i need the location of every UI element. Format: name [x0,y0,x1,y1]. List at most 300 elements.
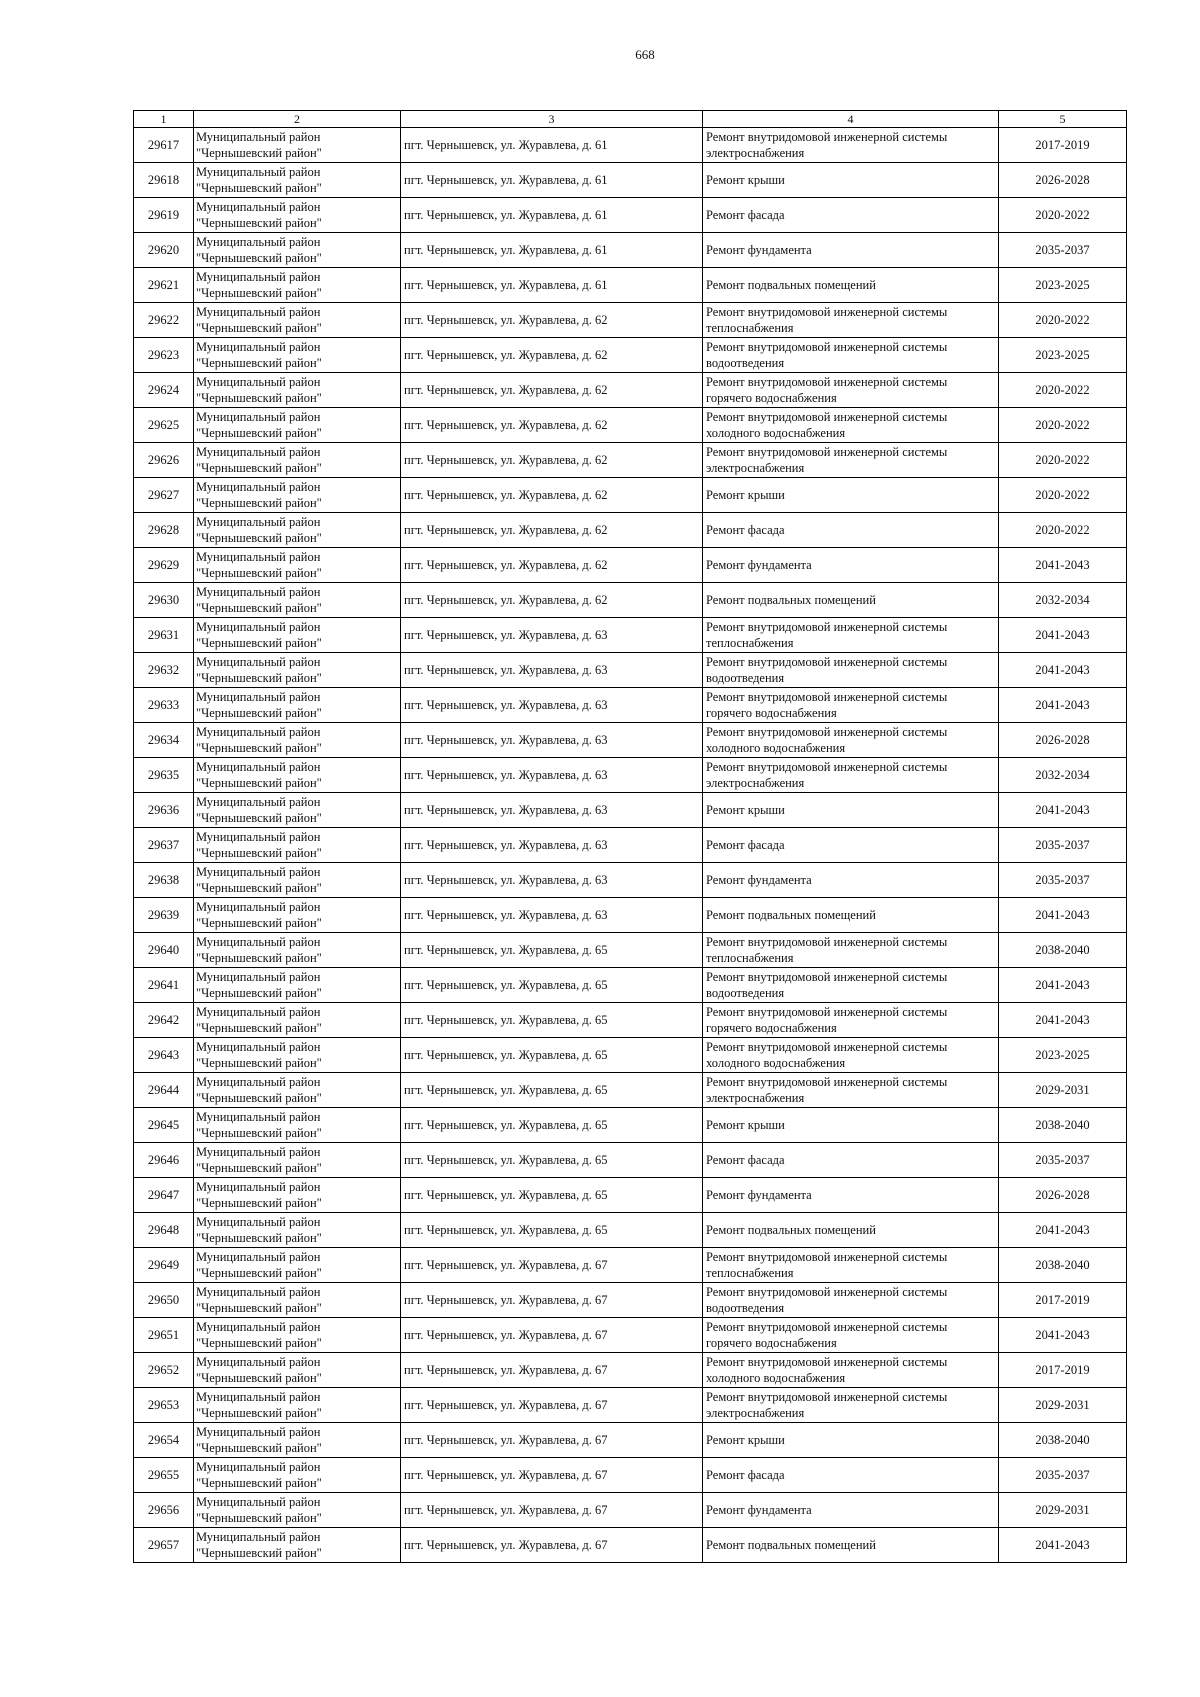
work-type-cell: Ремонт внутридомовой инженерной системы холодного водоснабжения [703,1038,999,1073]
municipality-type: Муниципальный район [196,795,321,809]
work-type-cell: Ремонт фундамента [703,233,999,268]
municipality-cell [194,1143,401,1178]
municipality-name: "Чернышевский район" [196,216,322,230]
municipality-type: Муниципальный район [196,130,321,144]
address-cell: пгт. Чернышевск, ул. Журавлева, д. 61 [401,268,703,303]
work-type-cell: Ремонт внутридомовой инженерной системы электроснабжения [703,128,999,163]
work-type-cell: Ремонт фасада [703,1458,999,1493]
municipality-name: "Чернышевский район" [196,426,322,440]
address-cell: пгт. Чернышевск, ул. Журавлева, д. 65 [401,1143,703,1178]
address-cell: пгт. Чернышевск, ул. Журавлева, д. 65 [401,1213,703,1248]
municipality-type: Муниципальный район [196,1320,321,1334]
municipality-name: "Чернышевский район" [196,811,322,825]
municipality-cell [194,1073,401,1108]
address-cell: пгт. Чернышевск, ул. Журавлева, д. 62 [401,548,703,583]
row-number: 29650 [134,1283,194,1318]
row-number: 29622 [134,303,194,338]
municipality-name: "Чернышевский район" [196,1266,322,1280]
municipality-type: Муниципальный район [196,1215,321,1229]
municipality-type: Муниципальный район [196,200,321,214]
municipality-cell [194,863,401,898]
row-number: 29640 [134,933,194,968]
municipality-type: Муниципальный район [196,515,321,529]
municipality-type: Муниципальный район [196,1530,321,1544]
municipality-name: "Чернышевский район" [196,846,322,860]
table-row [134,373,1127,408]
municipality-cell [194,1318,401,1353]
period-cell: 2020-2022 [999,373,1127,408]
table-header [134,111,1127,128]
period-cell: 2029-2031 [999,1388,1127,1423]
period-cell: 2041-2043 [999,1528,1127,1563]
period-cell: 2035-2037 [999,233,1127,268]
municipality-cell [194,233,401,268]
municipality-type: Муниципальный район [196,1110,321,1124]
address-cell: пгт. Чернышевск, ул. Журавлева, д. 63 [401,793,703,828]
address-cell: пгт. Чернышевск, ул. Журавлева, д. 65 [401,968,703,1003]
municipality-type: Муниципальный район [196,165,321,179]
table-row [134,338,1127,373]
period-cell: 2035-2037 [999,1143,1127,1178]
period-cell: 2026-2028 [999,163,1127,198]
municipality-name: "Чернышевский район" [196,1196,322,1210]
work-type-cell: Ремонт подвальных помещений [703,898,999,933]
row-number: 29645 [134,1108,194,1143]
municipality-name: "Чернышевский район" [196,636,322,650]
municipality-name: "Чернышевский район" [196,1231,322,1245]
municipality-name: "Чернышевский район" [196,1371,322,1385]
period-cell: 2020-2022 [999,303,1127,338]
address-cell: пгт. Чернышевск, ул. Журавлева, д. 61 [401,163,703,198]
work-type-cell: Ремонт внутридомовой инженерной системы теплоснабжения [703,933,999,968]
address-cell: пгт. Чернышевск, ул. Журавлева, д. 62 [401,338,703,373]
period-cell: 2041-2043 [999,1318,1127,1353]
address-cell: пгт. Чернышевск, ул. Журавлева, д. 63 [401,723,703,758]
municipality-name: "Чернышевский район" [196,321,322,335]
municipality-cell [194,898,401,933]
municipality-type: Муниципальный район [196,305,321,319]
column-header-5: 5 [999,111,1127,128]
municipality-type: Муниципальный район [196,480,321,494]
period-cell: 2026-2028 [999,723,1127,758]
address-cell: пгт. Чернышевск, ул. Журавлева, д. 63 [401,688,703,723]
period-cell: 2041-2043 [999,618,1127,653]
municipality-cell [194,1423,401,1458]
table-row [134,1283,1127,1318]
municipality-name: "Чернышевский район" [196,1546,322,1560]
work-type-cell: Ремонт внутридомовой инженерной системы горячего водоснабжения [703,688,999,723]
municipality-type: Муниципальный район [196,935,321,949]
table-body [134,128,1127,1563]
municipality-cell [194,688,401,723]
row-number: 29627 [134,478,194,513]
work-type-cell: Ремонт фундамента [703,1493,999,1528]
table-row [134,1038,1127,1073]
row-number: 29646 [134,1143,194,1178]
municipality-type: Муниципальный район [196,830,321,844]
work-type-cell: Ремонт внутридомовой инженерной системы холодного водоснабжения [703,408,999,443]
municipality-cell [194,1038,401,1073]
municipality-cell [194,583,401,618]
work-type-cell: Ремонт внутридомовой инженерной системы горячего водоснабжения [703,373,999,408]
period-cell: 2041-2043 [999,653,1127,688]
municipality-cell [194,303,401,338]
table-row [134,1458,1127,1493]
work-type-cell: Ремонт подвальных помещений [703,1528,999,1563]
municipality-type: Муниципальный район [196,445,321,459]
row-number: 29620 [134,233,194,268]
municipality-name: "Чернышевский район" [196,1511,322,1525]
address-cell: пгт. Чернышевск, ул. Журавлева, д. 63 [401,758,703,793]
row-number: 29652 [134,1353,194,1388]
table-row [134,1248,1127,1283]
municipality-name: "Чернышевский район" [196,531,322,545]
period-cell: 2038-2040 [999,1423,1127,1458]
table-row [134,1423,1127,1458]
work-type-cell: Ремонт внутридомовой инженерной системы электроснабжения [703,758,999,793]
municipality-name: "Чернышевский район" [196,286,322,300]
period-cell: 2041-2043 [999,793,1127,828]
table-row [134,723,1127,758]
municipality-cell [194,443,401,478]
row-number: 29635 [134,758,194,793]
municipality-name: "Чернышевский район" [196,496,322,510]
municipality-cell [194,828,401,863]
address-cell: пгт. Чернышевск, ул. Журавлева, д. 63 [401,898,703,933]
municipality-name: "Чернышевский район" [196,1336,322,1350]
table-row [134,548,1127,583]
work-type-cell: Ремонт фасада [703,513,999,548]
municipality-type: Муниципальный район [196,550,321,564]
work-type-cell: Ремонт крыши [703,793,999,828]
municipality-cell [194,1458,401,1493]
address-cell: пгт. Чернышевск, ул. Журавлева, д. 62 [401,443,703,478]
address-cell: пгт. Чернышевск, ул. Журавлева, д. 65 [401,1073,703,1108]
work-type-cell: Ремонт крыши [703,163,999,198]
row-number: 29629 [134,548,194,583]
municipality-cell [194,1213,401,1248]
municipality-type: Муниципальный район [196,340,321,354]
row-number: 29628 [134,513,194,548]
address-cell: пгт. Чернышевск, ул. Журавлева, д. 65 [401,933,703,968]
row-number: 29656 [134,1493,194,1528]
period-cell: 2023-2025 [999,1038,1127,1073]
table-row [134,303,1127,338]
municipality-cell [194,653,401,688]
row-number: 29626 [134,443,194,478]
municipality-name: "Чернышевский район" [196,1056,322,1070]
table-row [134,198,1127,233]
repair-schedule-table [133,110,1127,1563]
address-cell: пгт. Чернышевск, ул. Журавлева, д. 65 [401,1178,703,1213]
work-type-cell: Ремонт внутридомовой инженерной системы электроснабжения [703,1073,999,1108]
municipality-type: Муниципальный район [196,760,321,774]
municipality-name: "Чернышевский район" [196,1161,322,1175]
municipality-name: "Чернышевский район" [196,1091,322,1105]
municipality-name: "Чернышевский район" [196,671,322,685]
work-type-cell: Ремонт внутридомовой инженерной системы водоотведения [703,1283,999,1318]
address-cell: пгт. Чернышевск, ул. Журавлева, д. 62 [401,478,703,513]
row-number: 29634 [134,723,194,758]
period-cell: 2032-2034 [999,758,1127,793]
address-cell: пгт. Чернышевск, ул. Журавлева, д. 67 [401,1423,703,1458]
period-cell: 2017-2019 [999,1353,1127,1388]
table-row [134,828,1127,863]
period-cell: 2038-2040 [999,933,1127,968]
period-cell: 2035-2037 [999,1458,1127,1493]
row-number: 29654 [134,1423,194,1458]
municipality-type: Муниципальный район [196,1180,321,1194]
municipality-cell [194,758,401,793]
period-cell: 2035-2037 [999,863,1127,898]
period-cell: 2032-2034 [999,583,1127,618]
period-cell: 2020-2022 [999,478,1127,513]
table-row [134,478,1127,513]
municipality-type: Муниципальный район [196,620,321,634]
municipality-cell [194,618,401,653]
municipality-type: Муниципальный район [196,410,321,424]
municipality-cell [194,338,401,373]
address-cell: пгт. Чернышевск, ул. Журавлева, д. 67 [401,1493,703,1528]
municipality-cell [194,408,401,443]
municipality-type: Муниципальный район [196,1460,321,1474]
municipality-cell [194,163,401,198]
table-row [134,1073,1127,1108]
period-cell: 2041-2043 [999,548,1127,583]
work-type-cell: Ремонт крыши [703,478,999,513]
address-cell: пгт. Чернышевск, ул. Журавлева, д. 67 [401,1318,703,1353]
address-cell: пгт. Чернышевск, ул. Журавлева, д. 67 [401,1248,703,1283]
row-number: 29655 [134,1458,194,1493]
work-type-cell: Ремонт фасада [703,198,999,233]
work-type-cell: Ремонт внутридомовой инженерной системы водоотведения [703,338,999,373]
municipality-cell [194,793,401,828]
address-cell: пгт. Чернышевск, ул. Журавлева, д. 67 [401,1283,703,1318]
municipality-cell [194,513,401,548]
work-type-cell: Ремонт внутридомовой инженерной системы водоотведения [703,968,999,1003]
address-cell: пгт. Чернышевск, ул. Журавлева, д. 61 [401,233,703,268]
work-type-cell: Ремонт внутридомовой инженерной системы электроснабжения [703,1388,999,1423]
work-type-cell: Ремонт внутридомовой инженерной системы холодного водоснабжения [703,723,999,758]
municipality-type: Муниципальный район [196,1425,321,1439]
work-type-cell: Ремонт подвальных помещений [703,1213,999,1248]
municipality-cell [194,723,401,758]
municipality-name: "Чернышевский район" [196,356,322,370]
row-number: 29621 [134,268,194,303]
period-cell: 2020-2022 [999,513,1127,548]
period-cell: 2041-2043 [999,688,1127,723]
address-cell: пгт. Чернышевск, ул. Журавлева, д. 67 [401,1388,703,1423]
municipality-type: Муниципальный район [196,1355,321,1369]
address-cell: пгт. Чернышевск, ул. Журавлева, д. 62 [401,513,703,548]
municipality-cell [194,128,401,163]
row-number: 29624 [134,373,194,408]
address-cell: пгт. Чернышевск, ул. Журавлева, д. 63 [401,863,703,898]
municipality-cell [194,933,401,968]
municipality-type: Муниципальный район [196,1390,321,1404]
municipality-type: Муниципальный район [196,1005,321,1019]
municipality-type: Муниципальный район [196,1285,321,1299]
work-type-cell: Ремонт внутридомовой инженерной системы холодного водоснабжения [703,1353,999,1388]
column-header-1: 1 [134,111,194,128]
row-number: 29637 [134,828,194,863]
row-number: 29653 [134,1388,194,1423]
work-type-cell: Ремонт подвальных помещений [703,583,999,618]
row-number: 29636 [134,793,194,828]
row-number: 29644 [134,1073,194,1108]
municipality-name: "Чернышевский район" [196,1021,322,1035]
address-cell: пгт. Чернышевск, ул. Журавлева, д. 61 [401,198,703,233]
table-row [134,408,1127,443]
period-cell: 2020-2022 [999,443,1127,478]
municipality-name: "Чернышевский район" [196,776,322,790]
municipality-cell [194,1353,401,1388]
row-number: 29639 [134,898,194,933]
work-type-cell: Ремонт фундамента [703,863,999,898]
table-row [134,268,1127,303]
address-cell: пгт. Чернышевск, ул. Журавлева, д. 61 [401,128,703,163]
municipality-name: "Чернышевский район" [196,601,322,615]
address-cell: пгт. Чернышевск, ул. Журавлева, д. 65 [401,1038,703,1073]
table-row [134,233,1127,268]
row-number: 29642 [134,1003,194,1038]
column-header-4: 4 [703,111,999,128]
municipality-cell [194,1003,401,1038]
municipality-cell [194,1283,401,1318]
municipality-type: Муниципальный район [196,655,321,669]
period-cell: 2023-2025 [999,268,1127,303]
address-cell: пгт. Чернышевск, ул. Журавлева, д. 65 [401,1108,703,1143]
table-row [134,758,1127,793]
period-cell: 2041-2043 [999,1003,1127,1038]
row-number: 29618 [134,163,194,198]
municipality-name: "Чернышевский район" [196,461,322,475]
municipality-cell [194,1493,401,1528]
table-row [134,128,1127,163]
table-row [134,898,1127,933]
work-type-cell: Ремонт внутридомовой инженерной системы теплоснабжения [703,1248,999,1283]
work-type-cell: Ремонт внутридомовой инженерной системы водоотведения [703,653,999,688]
period-cell: 2029-2031 [999,1493,1127,1528]
work-type-cell: Ремонт фасада [703,828,999,863]
address-cell: пгт. Чернышевск, ул. Журавлева, д. 63 [401,618,703,653]
row-number: 29648 [134,1213,194,1248]
table-row [134,793,1127,828]
table-row [134,1213,1127,1248]
period-cell: 2038-2040 [999,1248,1127,1283]
municipality-type: Муниципальный район [196,900,321,914]
work-type-cell: Ремонт внутридомовой инженерной системы горячего водоснабжения [703,1003,999,1038]
row-number: 29633 [134,688,194,723]
work-type-cell: Ремонт крыши [703,1108,999,1143]
work-type-cell: Ремонт фасада [703,1143,999,1178]
municipality-name: "Чернышевский район" [196,916,322,930]
row-number: 29643 [134,1038,194,1073]
work-type-cell: Ремонт фундамента [703,1178,999,1213]
work-type-cell: Ремонт внутридомовой инженерной системы теплоснабжения [703,618,999,653]
period-cell: 2041-2043 [999,1213,1127,1248]
row-number: 29657 [134,1528,194,1563]
row-number: 29632 [134,653,194,688]
municipality-name: "Чернышевский район" [196,951,322,965]
municipality-name: "Чернышевский район" [196,181,322,195]
table-row [134,933,1127,968]
table-row [134,1003,1127,1038]
row-number: 29638 [134,863,194,898]
address-cell: пгт. Чернышевск, ул. Журавлева, д. 65 [401,1003,703,1038]
row-number: 29641 [134,968,194,1003]
row-number: 29619 [134,198,194,233]
work-type-cell: Ремонт внутридомовой инженерной системы теплоснабжения [703,303,999,338]
row-number: 29651 [134,1318,194,1353]
municipality-name: "Чернышевский район" [196,1476,322,1490]
row-number: 29623 [134,338,194,373]
table-row [134,863,1127,898]
work-type-cell: Ремонт фундамента [703,548,999,583]
address-cell: пгт. Чернышевск, ул. Журавлева, д. 62 [401,373,703,408]
municipality-cell [194,1108,401,1143]
table-row [134,618,1127,653]
municipality-cell [194,373,401,408]
table-row [134,968,1127,1003]
period-cell: 2041-2043 [999,898,1127,933]
municipality-name: "Чернышевский район" [196,1126,322,1140]
table-row [134,1178,1127,1213]
municipality-type: Муниципальный район [196,1250,321,1264]
row-number: 29630 [134,583,194,618]
row-number: 29649 [134,1248,194,1283]
period-cell: 2038-2040 [999,1108,1127,1143]
table-row [134,1318,1127,1353]
address-cell: пгт. Чернышевск, ул. Журавлева, д. 67 [401,1458,703,1493]
period-cell: 2029-2031 [999,1073,1127,1108]
municipality-cell [194,478,401,513]
municipality-name: "Чернышевский район" [196,1441,322,1455]
municipality-type: Муниципальный район [196,585,321,599]
row-number: 29647 [134,1178,194,1213]
period-cell: 2023-2025 [999,338,1127,373]
period-cell: 2020-2022 [999,408,1127,443]
period-cell: 2017-2019 [999,128,1127,163]
table-row [134,1143,1127,1178]
municipality-type: Муниципальный район [196,270,321,284]
column-header-2: 2 [194,111,401,128]
page-number: 668 [635,47,655,62]
municipality-type: Муниципальный район [196,1145,321,1159]
address-cell: пгт. Чернышевск, ул. Журавлева, д. 62 [401,583,703,618]
work-type-cell: Ремонт внутридомовой инженерной системы электроснабжения [703,443,999,478]
municipality-name: "Чернышевский район" [196,741,322,755]
municipality-cell [194,1248,401,1283]
table-row [134,163,1127,198]
municipality-type: Муниципальный район [196,970,321,984]
municipality-name: "Чернышевский район" [196,881,322,895]
municipality-type: Муниципальный район [196,690,321,704]
address-cell: пгт. Чернышевск, ул. Журавлева, д. 63 [401,653,703,688]
row-number: 29617 [134,128,194,163]
municipality-type: Муниципальный район [196,725,321,739]
municipality-type: Муниципальный район [196,1075,321,1089]
work-type-cell: Ремонт подвальных помещений [703,268,999,303]
municipality-cell [194,1528,401,1563]
period-cell: 2020-2022 [999,198,1127,233]
municipality-name: "Чернышевский район" [196,566,322,580]
municipality-name: "Чернышевский район" [196,146,322,160]
municipality-cell [194,268,401,303]
address-cell: пгт. Чернышевск, ул. Журавлева, д. 67 [401,1528,703,1563]
municipality-name: "Чернышевский район" [196,1301,322,1315]
municipality-type: Муниципальный район [196,235,321,249]
